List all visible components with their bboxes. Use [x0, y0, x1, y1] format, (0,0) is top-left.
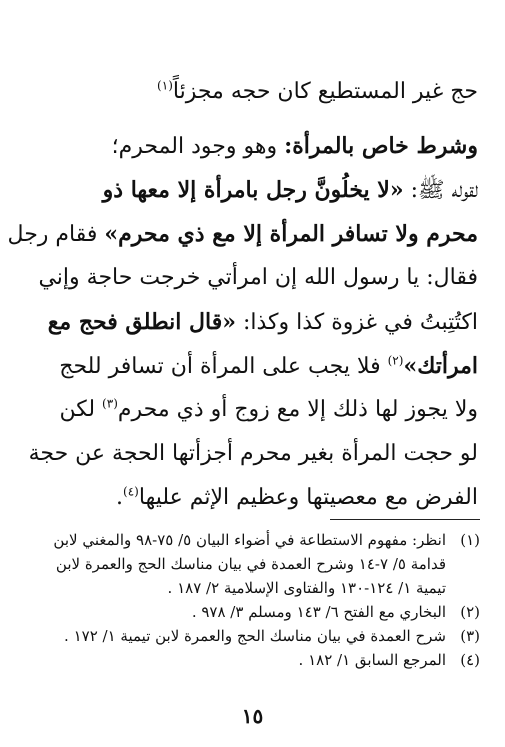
text-line [26, 300, 478, 344]
line-text: الفرض مع معصيتها وعظيم الإثم عليها [138, 485, 478, 510]
footnote-ref: (٢) [387, 353, 404, 368]
footnote-ref: (١) [157, 78, 173, 93]
footnote [30, 528, 480, 552]
footnote [30, 624, 480, 648]
line-text: ولا يجوز لها ذلك إلا مع زوج أو ذي محرم [117, 397, 478, 422]
text-line [26, 168, 478, 212]
hadith-quote: محرم ولا تسافر المرأة إلا مع ذي محرم» [104, 221, 478, 247]
text-line [26, 432, 478, 476]
text-line [26, 344, 478, 388]
line-text: فلا يجب على المرأة أن تسافر للحج [59, 354, 388, 379]
line-text: لقوله ﷺ: [403, 178, 478, 203]
hadith-quote: «لا يخلُونَّ رجل بامرأة إلا معها ذو [102, 177, 404, 203]
footnote-number: (٢) [460, 603, 480, 621]
footnote-continuation: قدامة ٥/ ٧-١٤ وشرح العمدة في بيان مناسك الحج والعمرة لابن [55, 555, 446, 573]
line-text: وهو وجود المحرم؛ [111, 134, 285, 159]
footnote-divider [330, 519, 480, 520]
line-text: . [116, 485, 124, 510]
body-text [7, 70, 478, 520]
footnote-continuation: تيمية ١/ ١٢٤-١٣٠ والفتاوى الإسلامية ٢/ ١٨٧ . [167, 579, 446, 597]
footnote-ref: (٣) [102, 396, 118, 411]
footnotes [30, 528, 480, 672]
line-text: لكن [59, 397, 103, 422]
text-line [26, 256, 478, 300]
line-text: فقام رجل [7, 222, 105, 247]
line-text: فقال: يا رسول الله إن امرأتي خرجت حاجة وإني [38, 265, 478, 290]
text-line [26, 388, 478, 432]
footnote-number: (١) [460, 531, 480, 549]
text-line [26, 70, 478, 114]
footnote-text: شرح العمدة في بيان مناسك الحج والعمرة لابن تيمية ١/ ١٧٢ . [64, 627, 446, 645]
line-text: اكتُتِبتُ في غزوة كذا وكذا: [235, 310, 478, 335]
footnote-number: (٤) [460, 651, 480, 669]
page-number: ١٥ [241, 704, 264, 728]
text-line [26, 124, 478, 168]
footnote [30, 600, 480, 624]
footnote-ref: (٤) [123, 484, 139, 499]
footnote-text: البخاري مع الفتح ٦/ ١٤٣ ومسلم ٣/ ٩٧٨ . [191, 603, 446, 621]
line-text: حج غير المستطيع كان حجه مجزئاً [172, 79, 478, 104]
footnote-number: (٣) [460, 627, 480, 645]
text-line [26, 476, 478, 520]
footnote-text: انظر: مفهوم الاستطاعة في أضواء البيان ٥/ ٧٥-٩٨ والمغني لابن [53, 531, 446, 549]
hadith-quote: امرأتك» [403, 353, 478, 379]
footnote-text: المرجع السابق ١/ ١٨٢ . [298, 651, 446, 669]
footnote [30, 648, 480, 672]
line-text: لو حجت المرأة بغير محرم أجزأتها الحجة عن حجة [28, 441, 478, 466]
text-line [7, 212, 478, 256]
section-heading: وشرط خاص بالمرأة: [284, 133, 478, 159]
hadith-quote: «قال انطلق فحج مع [47, 309, 236, 335]
